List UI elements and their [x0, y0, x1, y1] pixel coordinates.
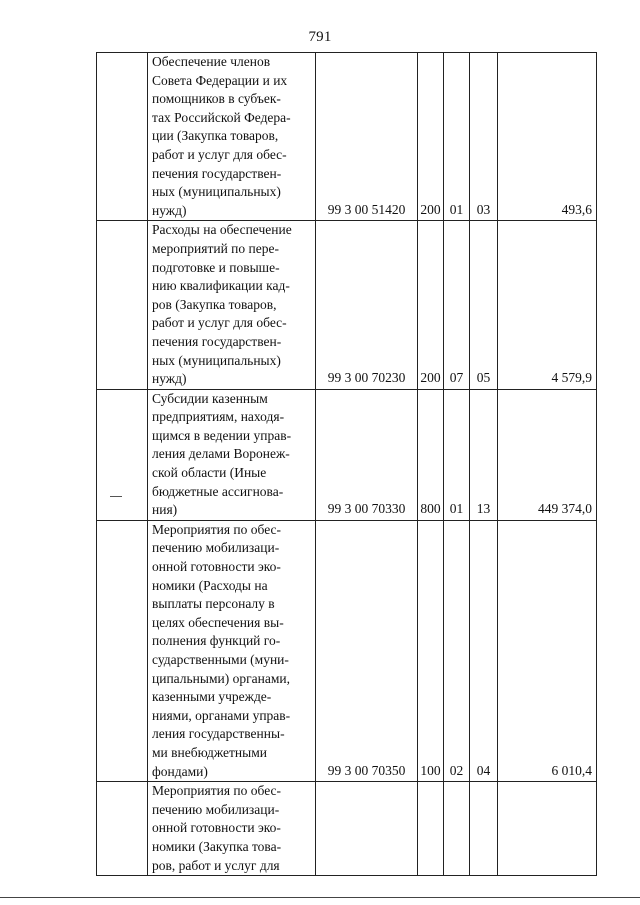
- name-line: фондами): [152, 763, 208, 779]
- rz-value: 02: [449, 762, 464, 778]
- code-cell: [316, 389, 418, 520]
- table-row: [97, 520, 597, 781]
- vr-value: 200: [420, 370, 441, 386]
- name-line: Субсидии казенным: [152, 390, 268, 406]
- blank-cell: [97, 389, 148, 520]
- blank-cell: [97, 520, 148, 781]
- name-cell: [148, 53, 316, 221]
- page-number: 791: [308, 29, 332, 45]
- vr-cell: [418, 782, 444, 876]
- name-line: выплаты персоналу в: [152, 596, 275, 612]
- name-line: онной готовности эко-: [152, 820, 281, 836]
- vr-cell: [418, 53, 444, 221]
- name-line: бюджетные ассигнова-: [152, 483, 284, 499]
- name-line: номики (Расходы на: [152, 577, 268, 593]
- name-line: работ и услуг для обес-: [152, 146, 287, 162]
- vr-value: 200: [420, 201, 441, 217]
- sum-cell: [498, 782, 597, 876]
- name-line: полнения функций го-: [152, 633, 281, 649]
- code-cell: [316, 221, 418, 389]
- name-line: нужд): [152, 371, 187, 387]
- vr-value: 800: [420, 501, 441, 517]
- table-row: [97, 221, 597, 389]
- bottom-rule: [0, 897, 640, 898]
- sum-value: 6 010,4: [551, 762, 592, 778]
- code-value: 99 3 00 70230: [327, 370, 406, 386]
- name-line: ниями, органами управ-: [152, 707, 291, 723]
- code-cell: [316, 782, 418, 876]
- blank-cell: [97, 53, 148, 221]
- pr-value: 05: [476, 370, 491, 386]
- rz-cell: [444, 53, 470, 221]
- pr-cell: [470, 53, 498, 221]
- name-line: предприятиям, находя-: [152, 409, 285, 425]
- name-line: нию квалификации кад-: [152, 278, 290, 294]
- name-line: печению мобилизаци-: [152, 540, 280, 556]
- sum-value: 449 374,0: [538, 501, 592, 517]
- pr-cell: [470, 221, 498, 389]
- code-cell: [316, 53, 418, 221]
- rz-cell: [444, 389, 470, 520]
- table-body: [97, 53, 597, 876]
- name-line: ров, работ и услуг для: [152, 857, 280, 873]
- code-cell: [316, 520, 418, 781]
- name-line: ния): [152, 502, 178, 518]
- name-line: печения государствен-: [152, 333, 282, 349]
- rz-value: 01: [449, 501, 464, 517]
- sum-cell: [498, 53, 597, 221]
- vr-value: [418, 874, 443, 875]
- sum-value: [498, 874, 592, 875]
- pr-value: 04: [476, 762, 491, 778]
- name-line: нужд): [152, 202, 187, 218]
- code-value: 99 3 00 70330: [327, 501, 406, 517]
- name-line: работ и услуг для обес-: [152, 315, 287, 331]
- rz-cell: [444, 520, 470, 781]
- name-cell: [148, 389, 316, 520]
- sum-cell: [498, 221, 597, 389]
- name-line: ской области (Иные: [152, 465, 267, 481]
- name-line: щимся в ведении управ-: [152, 427, 292, 443]
- name-line: мероприятий по пере-: [152, 240, 279, 256]
- name-line: ления государственны-: [152, 726, 285, 742]
- name-line: ципальными) органами,: [152, 670, 290, 686]
- name-line: Мероприятия по обес-: [152, 783, 282, 799]
- sum-value: 4 579,9: [551, 370, 592, 386]
- table-row: [97, 53, 597, 221]
- blank-cell: [97, 221, 148, 389]
- table-row: [97, 782, 597, 876]
- name-line: подготовке и повыше-: [152, 259, 280, 275]
- name-line: Мероприятия по обес-: [152, 521, 282, 537]
- name-line: Обеспечение членов: [152, 54, 271, 69]
- code-value: [316, 874, 417, 875]
- name-line: сударственными (муни-: [152, 652, 289, 667]
- vr-value: 100: [420, 762, 441, 778]
- rz-value: 07: [449, 370, 464, 386]
- scan-mark: [110, 496, 122, 497]
- name-line: онной готовности эко-: [152, 559, 281, 575]
- rz-cell: [444, 782, 470, 876]
- name-line: ления делами Воронеж-: [152, 446, 290, 462]
- name-line: ных (муниципальных): [152, 184, 281, 200]
- rz-value: 01: [449, 201, 464, 217]
- name-line: печения государствен-: [152, 165, 282, 181]
- code-value: 99 3 00 51420: [327, 201, 406, 217]
- name-line: тах Российской Федера-: [152, 109, 291, 125]
- name-line: печению мобилизаци-: [152, 801, 280, 817]
- blank-cell: [97, 782, 148, 876]
- name-line: казенными учрежде-: [152, 689, 272, 705]
- name-cell: [148, 782, 316, 876]
- sum-value: 493,6: [561, 201, 592, 217]
- name-line: номики (Закупка това-: [152, 838, 282, 854]
- pr-value: 13: [476, 501, 491, 517]
- pr-value: [470, 874, 497, 875]
- sum-cell: [498, 520, 597, 781]
- pr-cell: [470, 389, 498, 520]
- vr-cell: [418, 520, 444, 781]
- name-line: помощников в субъек-: [152, 91, 281, 107]
- name-line: ных (муниципальных): [152, 352, 281, 368]
- name-line: ров (Закупка товаров,: [152, 296, 277, 312]
- pr-cell: [470, 782, 498, 876]
- code-value: 99 3 00 70350: [327, 762, 406, 778]
- name-line: ми внебюджетными: [152, 744, 267, 760]
- budget-table: [96, 52, 597, 876]
- sum-cell: [498, 389, 597, 520]
- rz-cell: [444, 221, 470, 389]
- vr-cell: [418, 389, 444, 520]
- pr-value: 03: [476, 201, 491, 217]
- name-line: целях обеспечения вы-: [152, 614, 284, 630]
- name-line: Расходы на обеспечение: [152, 222, 292, 238]
- table-row: [97, 389, 597, 520]
- name-line: Совета Федерации и их: [152, 72, 288, 88]
- rz-value: [444, 874, 469, 875]
- name-cell: [148, 221, 316, 389]
- pr-cell: [470, 520, 498, 781]
- name-line: ции (Закупка товаров,: [152, 128, 279, 144]
- vr-cell: [418, 221, 444, 389]
- name-cell: [148, 520, 316, 781]
